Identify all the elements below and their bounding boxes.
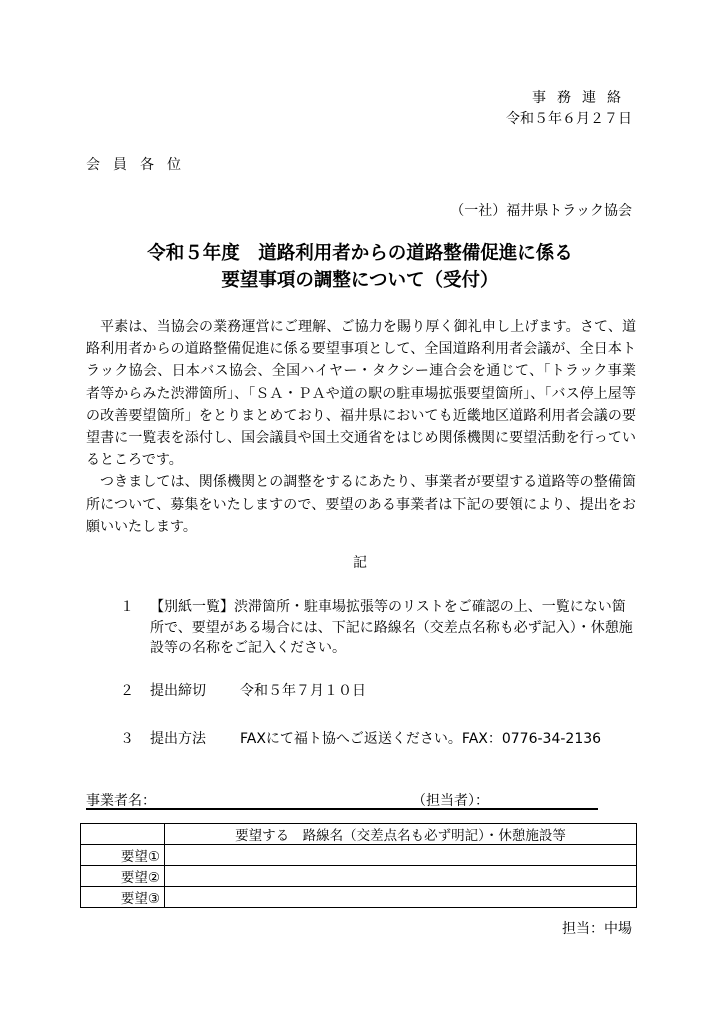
table-row [81, 887, 637, 908]
item-number: ２ [120, 683, 134, 699]
body-paragraph-2: つきましては、関係機関との調整をするにあたり、事業者が要望する道路等の整備箇所について、募集をいたしますので、要望のある事業者は下記の要領により、提出をお願いいたします。 [86, 474, 636, 535]
staff-in-charge: 担当：中場 [562, 921, 632, 937]
item-label: 提出方法 [150, 731, 206, 747]
contact-person-label: （担当者）： [412, 793, 489, 809]
request-field[interactable] [165, 845, 637, 866]
sender: （一社）福井県トラック協会 [450, 203, 632, 219]
title-line-1: 令和５年度 道路利用者からの道路整備促進に係る [147, 243, 573, 264]
item-content [150, 729, 635, 750]
document-type: 事務連絡 [532, 90, 632, 106]
item-content [150, 681, 635, 702]
company-name-label: 事業者名： [86, 793, 156, 809]
item-text: FAXにて福ト協へご返送ください。FAX：0776-34-2136 [240, 731, 602, 747]
item-text: 【別紙一覧】渋滞箇所・駐車場拡張等のリストをご確認の上、一覧にない箇所で、要望がある場合には、下記に路線名（交差点名称も必ず記入）・休憩施設等の名称をご記入ください。 [150, 599, 633, 656]
table-row [81, 866, 637, 887]
table-row [81, 845, 637, 866]
item-text: 令和５年７月１０日 [240, 683, 366, 699]
row-label: 要望① [81, 845, 165, 866]
item-number: １ [120, 599, 134, 615]
request-table [80, 823, 637, 908]
item-label: 提出締切 [150, 683, 206, 699]
request-field[interactable] [165, 887, 637, 908]
ki-heading: 記 [353, 555, 367, 571]
addressee: 会員各位 [86, 157, 194, 173]
list-item [120, 597, 640, 661]
row-label: 要望② [81, 866, 165, 887]
table-header-row [81, 824, 637, 845]
body-paragraph-1: 平素は、当協会の業務運営にご理解、ご協力を賜り厚く御礼申し上げます。さて、道路利用者からの道路整備促進に係る要望事項として、全国道路利用者会議が、全日本トラック協会、日本バス協会、全国ハイヤー・タクシー連合会を通じて、「トラック事業者等からみた渋滞箇所」、「ＳＡ・ＰＡや道の駅の駐車場拡張要望箇所」、「バス停上屋等の改善要望箇所」をとりまとめており、福井県においても近畿地区道路利用者会議の要望書に一覧表を添付し、国会議員や国土交通省をはじめ関係機関に要望活動を行っているところです。 [86, 319, 636, 469]
table-header-blank [81, 824, 165, 845]
document-date: 令和５年６月２７日 [506, 111, 632, 127]
title-line-2: 要望事項の調整について（受付） [221, 270, 499, 291]
row-label: 要望③ [81, 887, 165, 908]
company-name-field[interactable] [86, 808, 598, 810]
table-header: 要望する 路線名（交差点名も必ず明記）・休憩施設等 [165, 824, 637, 845]
item-number: ３ [120, 731, 134, 747]
body-text [86, 316, 636, 538]
request-field[interactable] [165, 866, 637, 887]
